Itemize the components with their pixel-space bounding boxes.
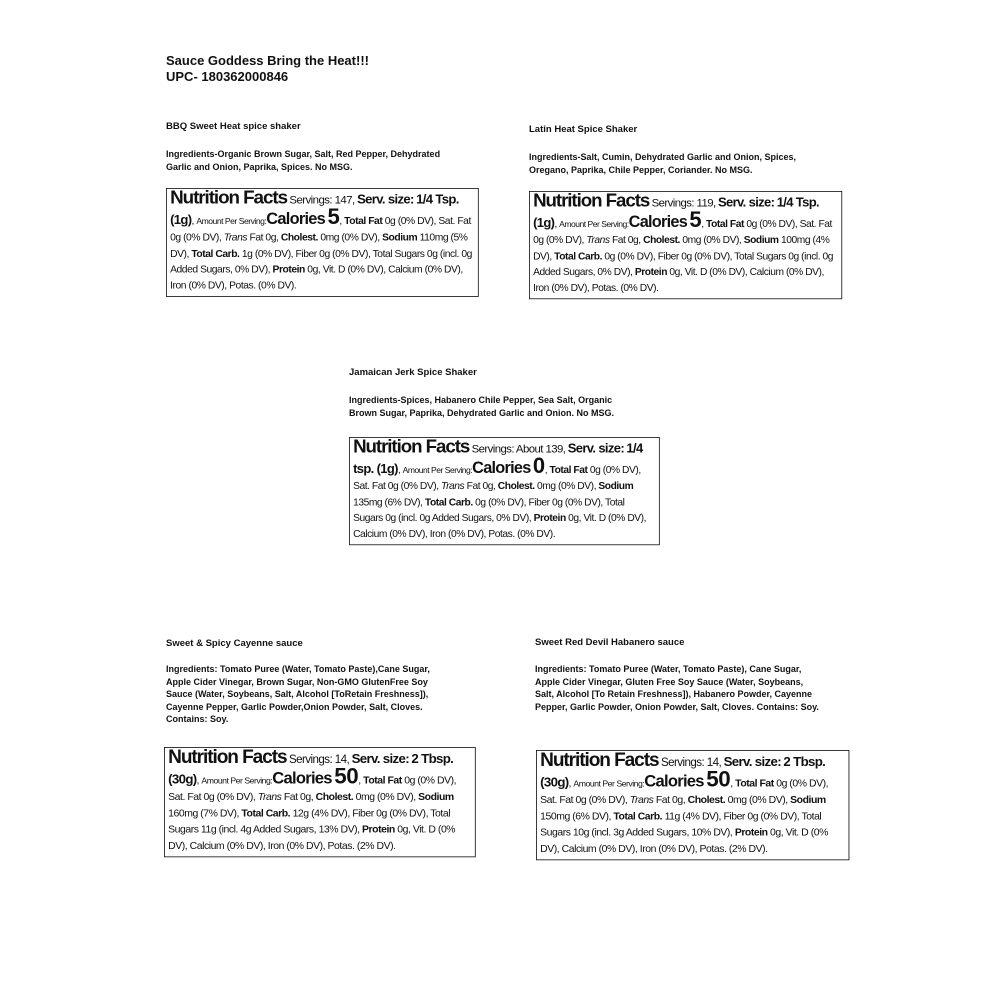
nf-heading: Nutrition Facts bbox=[170, 186, 287, 208]
nf-total-sugars: Total Sugars 0g (incl. 0g Added Sugars, 0% DV), bbox=[353, 496, 625, 524]
nf-heading: Nutrition Facts bbox=[353, 435, 470, 457]
nf-calcium: Calcium (0% DV), bbox=[189, 839, 266, 852]
nf-total-fat-label: Total Fat bbox=[363, 774, 402, 786]
nf-calories-label: Calories bbox=[644, 772, 704, 791]
nf-servings: Servings: 147, bbox=[289, 192, 355, 207]
nf-total-carb-value: 11g (4% DV), bbox=[664, 810, 721, 822]
nf-total-carb-value: 0g (0% DV), bbox=[475, 496, 527, 508]
nf-sodium-value: 150mg (6% DV), bbox=[540, 810, 611, 822]
nf-cholest-value: 0mg (0% DV), bbox=[320, 231, 380, 244]
nf-vit-d: Vit. D (0% DV), bbox=[322, 263, 386, 276]
nf-serv-size-label: Serv. size: bbox=[351, 751, 409, 767]
ingredients-line: Cayenne Pepper, Garlic Powder,Onion Powder, Salt, Cloves. bbox=[166, 701, 423, 712]
ingredients-line: Ingredients-Spices, Habanero Chile Pepper, Sea Salt, Organic bbox=[349, 395, 613, 405]
nf-servings: Servings: About 139, bbox=[471, 441, 566, 455]
nutrition-facts-panel-bbq bbox=[166, 188, 479, 297]
nf-calories-label: Calories bbox=[472, 458, 531, 477]
nf-calories-label: Calories bbox=[628, 212, 688, 231]
nf-cholest-value: 0mg (0% DV), bbox=[682, 234, 742, 246]
product-title-latin: Latin Heat Spice Shaker bbox=[529, 124, 638, 135]
nf-protein-value: 0g, bbox=[568, 512, 582, 524]
nf-sat-fat: Sat. Fat 0g (0% DV), bbox=[540, 794, 628, 806]
nutrition-facts-panel-latin bbox=[529, 191, 842, 299]
nf-servings: Servings: 119, bbox=[651, 195, 716, 209]
ingredients-line: Apple Cider Vinegar, Gluten Free Soy Sauce (Water, Soybeans, bbox=[535, 676, 804, 687]
nf-fiber: Fiber 0g (0% DV), bbox=[352, 807, 429, 819]
nf-protein-label: Protein bbox=[272, 263, 305, 276]
nf-total-carb-value: 1g (0% DV), bbox=[241, 247, 294, 260]
nf-total-carb-label: Total Carb. bbox=[554, 250, 603, 262]
ingredients-line: Ingredients: Tomato Puree (Water, Tomato Paste), Cane Sugar, bbox=[535, 664, 802, 674]
nf-sat-fat: Sat. Fat 0g (0% DV), bbox=[533, 217, 832, 246]
nf-sodium-value: 100mg (4% DV), bbox=[533, 234, 830, 262]
nf-sodium-value: 135mg (6% DV), bbox=[353, 496, 423, 508]
nf-sodium-label: Sodium bbox=[382, 231, 418, 244]
product-title-cayenne: Sweet & Spicy Cayenne sauce bbox=[166, 638, 303, 649]
nf-protein-label: Protein bbox=[634, 266, 668, 278]
nf-calcium: Calcium (0% DV), bbox=[388, 263, 463, 276]
nf-protein-value: 0g, bbox=[307, 263, 321, 276]
nutrition-facts-panel-cayenne bbox=[164, 747, 476, 857]
nf-iron: Iron (0% DV), bbox=[533, 282, 590, 294]
nf-iron: Iron (0% DV), bbox=[267, 839, 326, 852]
nf-protein-value: 0g, bbox=[770, 826, 784, 839]
product-title-jamaican: Jamaican Jerk Spice Shaker bbox=[349, 367, 477, 378]
nf-total-sugars: Total Sugars 10g (incl. 3g Added Sugars, 10% DV), bbox=[540, 810, 822, 839]
nf-iron: Iron (0% DV), bbox=[170, 279, 227, 292]
nf-trans-label: Trans bbox=[586, 234, 610, 246]
nf-protein-value: 0g, bbox=[669, 266, 683, 278]
nf-amount-per-serving: Amount Per Serving: bbox=[201, 775, 273, 786]
ingredients-line: Sauce (Water, Soybeans, Salt, Alcohol [ToRetain Freshness]), bbox=[166, 689, 429, 699]
ingredients-line: Contains: Soy. bbox=[166, 714, 229, 724]
nf-heading: Nutrition Facts bbox=[533, 189, 650, 211]
upc-code: UPC- 180362000846 bbox=[166, 69, 289, 84]
nf-total-carb-label: Total Carb. bbox=[241, 807, 291, 819]
nf-total-fat-value: 0g (0% DV), bbox=[746, 217, 798, 229]
nf-fiber: Fiber 0g (0% DV), bbox=[528, 496, 603, 508]
nf-trans-label: Trans bbox=[441, 480, 465, 492]
nf-amount-per-serving: Amount Per Serving: bbox=[196, 216, 267, 227]
nf-cholest-label: Cholest. bbox=[315, 791, 354, 803]
nutrition-facts-text: Nutrition Facts Servings: 14, Serv. size: 2 Tbsp. (30g), Amount Per Serving:Calories 50, Total Fat 0g (0% DV), Sat. Fat 0g (0% DV), Trans Fat 0g, Cholest. 0mg (0% DV), Sodium 160mg (7% DV), Total Carb. 12g (4% DV), Fiber 0g (0% DV), Total Sugars 11g (incl. 4g Added Sugars, 13% DV), Protein 0g, Vit. D (0% DV), Calcium (0% DV), Iron (0% DV), Potas. (2% DV). bbox=[168, 745, 457, 852]
nf-trans-value: Fat 0g, bbox=[283, 791, 314, 803]
ingredients-line: Brown Sugar, Paprika, Dehydrated Garlic and Onion. No MSG. bbox=[349, 407, 615, 418]
nf-total-fat-value: 0g (0% DV), bbox=[404, 774, 457, 786]
brand-title: Sauce Goddess Bring the Heat!!! bbox=[166, 53, 369, 68]
nf-total-carb-label: Total Carb. bbox=[424, 496, 473, 508]
page-header bbox=[166, 53, 369, 85]
nutrition-facts-text: Nutrition Facts Servings: 147, Serv. size: 1/4 Tsp. (1g), Amount Per Serving:Calories 5, Total Fat 0g (0% DV), Sat. Fat 0g (0% DV), Trans Fat 0g, Cholest. 0mg (0% DV), Sodium 110mg (5% DV), Total Carb. 1g (0% DV), Fiber 0g (0% DV), Total Sugars 0g (incl. 0g Added Sugars, 0% DV), Protein 0g, Vit. D (0% DV), Calcium (0% DV), Iron (0% DV), Potas. (0% DV). bbox=[170, 186, 472, 292]
nf-total-fat-label: Total Fat bbox=[735, 777, 774, 789]
nf-total-fat-label: Total Fat bbox=[344, 214, 383, 227]
nf-total-fat-value: 0g (0% DV), bbox=[384, 214, 436, 227]
nf-sodium-label: Sodium bbox=[743, 234, 779, 246]
nf-cholest-value: 0mg (0% DV), bbox=[355, 791, 416, 803]
nf-calories-value: 5 bbox=[689, 206, 702, 232]
ingredients-line: Apple Cider Vinegar, Brown Sugar, Non-GMO GlutenFree Soy bbox=[166, 676, 428, 687]
nf-calories-value: 5 bbox=[327, 204, 340, 229]
nutrition-facts-text: Nutrition Facts Servings: 14, Serv. size: 2 Tbsp. (30g), Amount Per Serving:Calories 50, Total Fat 0g (0% DV), Sat. Fat 0g (0% DV), Trans Fat 0g, Cholest. 0mg (0% DV), Sodium 150mg (6% DV), Total Carb. 11g (4% DV), Fiber 0g (0% DV), Total Sugars 10g (incl. 3g Added Sugars, 10% DV), Protein 0g, Vit. D (0% DV), Calcium (0% DV), Iron (0% DV), Potas. (2% DV). bbox=[540, 748, 829, 855]
nf-total-carb-label: Total Carb. bbox=[613, 810, 663, 822]
ingredients-line: Ingredients-Salt, Cumin, Dehydrated Garlic and Onion, Spices, bbox=[529, 152, 797, 162]
nf-heading: Nutrition Facts bbox=[540, 748, 659, 770]
product-title-red-devil: Sweet Red Devil Habanero sauce bbox=[535, 637, 685, 648]
nf-potassium: Potas. (2% DV). bbox=[327, 839, 396, 852]
nf-protein-label: Protein bbox=[362, 823, 395, 836]
nf-fiber: Fiber 0g (0% DV), bbox=[723, 810, 800, 822]
nf-calories-value: 50 bbox=[334, 763, 359, 789]
ingredients-cayenne bbox=[166, 663, 430, 726]
nf-sodium-label: Sodium bbox=[790, 794, 826, 806]
nf-amount-per-serving: Amount Per Serving: bbox=[573, 778, 645, 789]
ingredients-line: Ingredients: Tomato Puree (Water, Tomato Paste),Cane Sugar, bbox=[166, 664, 430, 674]
nf-cholest-value: 0mg (0% DV), bbox=[537, 480, 597, 492]
nf-serv-size-value: 2 Tbsp. (30g) bbox=[540, 754, 826, 790]
nf-total-sugars: Total Sugars 11g (incl. 4g Added Sugars, 13% DV), bbox=[168, 807, 451, 836]
nf-total-fat-value: 0g (0% DV), bbox=[589, 463, 641, 475]
nf-serv-size-label: Serv. size: bbox=[357, 192, 414, 207]
ingredients-line: Garlic and Onion, Paprika, Spices. No MSG. bbox=[166, 161, 353, 172]
nf-fiber: Fiber 0g (0% DV), bbox=[295, 247, 371, 260]
nf-protein-label: Protein bbox=[734, 826, 768, 839]
nf-sodium-value: 110mg (5% DV), bbox=[170, 231, 468, 260]
nf-calcium: Calcium (0% DV), bbox=[749, 266, 824, 278]
nf-sat-fat: Sat. Fat 0g (0% DV), bbox=[168, 791, 256, 803]
nf-trans-value: Fat 0g, bbox=[249, 231, 279, 244]
nf-calories-value: 50 bbox=[706, 766, 731, 792]
nf-cholest-label: Cholest. bbox=[497, 480, 535, 492]
ingredients-line: Salt, Alcohol [To Retain Freshness]), Habanero Powder, Cayenne bbox=[535, 689, 813, 699]
nf-protein-label: Protein bbox=[533, 512, 566, 524]
nf-heading: Nutrition Facts bbox=[168, 745, 287, 767]
nf-vit-d: Vit. D (0% DV), bbox=[540, 826, 828, 855]
ingredients-red-devil bbox=[535, 663, 819, 713]
nf-serv-size-label: Serv. size: bbox=[723, 754, 781, 770]
nf-vit-d: Vit. D (0% DV), bbox=[168, 823, 456, 852]
nf-total-carb-label: Total Carb. bbox=[191, 247, 240, 260]
ingredients-line: Pepper, Garlic Powder, Onion Powder, Salt, Cloves. Contains: Soy. bbox=[535, 701, 819, 712]
nf-serv-size-label: Serv. size: bbox=[567, 441, 625, 456]
nf-vit-d: Vit. D (0% DV), bbox=[684, 266, 748, 278]
nutrition-facts-panel-jamaican bbox=[349, 437, 660, 545]
nf-total-fat-label: Total Fat bbox=[706, 217, 744, 229]
nf-sat-fat: Sat. Fat 0g (0% DV), bbox=[353, 480, 439, 492]
nf-cholest-label: Cholest. bbox=[280, 231, 318, 244]
nf-trans-value: Fat 0g, bbox=[655, 794, 686, 806]
nutrition-facts-text: Nutrition Facts Servings: About 139, Serv. size: 1/4 tsp. (1g), Amount Per Serving:Calories 0, Total Fat 0g (0% DV), Sat. Fat 0g (0% DV), Trans Fat 0g, Cholest. 0mg (0% DV), Sodium 135mg (6% DV), Total Carb. 0g (0% DV), Fiber 0g (0% DV), Total Sugars 0g (incl. 0g Added Sugars, 0% DV), Protein 0g, Vit. D (0% DV), Calcium (0% DV), Iron (0% DV), Potas. (0% DV). bbox=[353, 435, 647, 540]
nf-calories-label: Calories bbox=[266, 209, 326, 228]
nf-sodium-label: Sodium bbox=[598, 480, 634, 492]
nf-calories-value: 0 bbox=[532, 452, 545, 478]
nf-serv-size-label: Serv. size: bbox=[718, 195, 775, 210]
nf-total-fat-value: 0g (0% DV), bbox=[776, 777, 829, 789]
nf-total-fat-label: Total Fat bbox=[549, 463, 588, 475]
nf-vit-d: Vit. D (0% DV), bbox=[583, 512, 647, 524]
nf-serv-size-value: 1/4 Tsp. (1g) bbox=[533, 195, 819, 230]
nf-sodium-value: 160mg (7% DV), bbox=[168, 807, 239, 819]
nf-sodium-label: Sodium bbox=[418, 791, 454, 803]
nf-cholest-value: 0mg (0% DV), bbox=[727, 794, 788, 806]
product-title-bbq: BBQ Sweet Heat spice shaker bbox=[166, 121, 301, 132]
nf-cholest-label: Cholest. bbox=[687, 794, 726, 806]
ingredients-line: Oregano, Paprika, Chile Pepper, Coriander. No MSG. bbox=[529, 164, 753, 175]
nf-amount-per-serving: Amount Per Serving: bbox=[559, 219, 629, 229]
nf-potassium: Potas. (0% DV). bbox=[229, 279, 297, 292]
nf-servings: Servings: 14, bbox=[288, 751, 350, 766]
nf-iron: Iron (0% DV), bbox=[429, 528, 486, 540]
nf-iron: Iron (0% DV), bbox=[639, 842, 698, 855]
nutrition-facts-text: Nutrition Facts Servings: 119, Serv. size: 1/4 Tsp. (1g), Amount Per Serving:Calories 5, Total Fat 0g (0% DV), Sat. Fat 0g (0% DV), Trans Fat 0g, Cholest. 0mg (0% DV), Sodium 100mg (4% DV), Total Carb. 0g (0% DV), Fiber 0g (0% DV), Total Sugars 0g (incl. 0g Added Sugars, 0% DV), Protein 0g, Vit. D (0% DV), Calcium (0% DV), Iron (0% DV), Potas. (0% DV). bbox=[533, 189, 834, 294]
nf-serv-size-value: 2 Tbsp. (30g) bbox=[168, 751, 454, 787]
nf-potassium: Potas. (2% DV). bbox=[699, 842, 768, 855]
nf-potassium: Potas. (0% DV). bbox=[488, 528, 556, 540]
nf-total-carb-value: 0g (0% DV), bbox=[604, 250, 656, 262]
nf-sat-fat: Sat. Fat 0g (0% DV), bbox=[170, 214, 471, 244]
nf-amount-per-serving: Amount Per Serving: bbox=[402, 465, 473, 475]
nf-total-sugars: Total Sugars 0g (incl. 0g Added Sugars, 0% DV), bbox=[170, 247, 472, 276]
nf-total-sugars: Total Sugars 0g (incl. 0g Added Sugars, 0% DV), bbox=[533, 250, 834, 278]
nf-serv-size-value: 1/4 Tsp. (1g) bbox=[170, 192, 459, 227]
nf-calcium: Calcium (0% DV), bbox=[353, 528, 428, 540]
nf-potassium: Potas. (0% DV). bbox=[591, 282, 659, 294]
ingredients-latin bbox=[529, 151, 796, 176]
nf-serv-size-value: 1/4 tsp. (1g) bbox=[353, 441, 643, 476]
nf-fiber: Fiber 0g (0% DV), bbox=[657, 250, 733, 262]
nf-trans-label: Trans bbox=[223, 231, 248, 244]
nf-cholest-label: Cholest. bbox=[643, 234, 680, 246]
ingredients-jamaican bbox=[349, 394, 614, 419]
ingredients-line: Ingredients-Organic Brown Sugar, Salt, Red Pepper, Dehydrated bbox=[166, 149, 441, 159]
nf-trans-label: Trans bbox=[629, 794, 654, 806]
nf-calcium: Calcium (0% DV), bbox=[561, 842, 638, 855]
nutrition-facts-panel-red-devil bbox=[536, 750, 849, 860]
nf-total-carb-value: 12g (4% DV), bbox=[292, 807, 350, 819]
nf-trans-value: Fat 0g, bbox=[466, 480, 496, 492]
nf-calories-label: Calories bbox=[272, 769, 332, 788]
nf-servings: Servings: 14, bbox=[660, 754, 722, 769]
nf-trans-value: Fat 0g, bbox=[611, 234, 641, 246]
nf-protein-value: 0g, bbox=[397, 823, 411, 836]
nf-trans-label: Trans bbox=[257, 791, 282, 803]
ingredients-bbq bbox=[166, 148, 440, 173]
